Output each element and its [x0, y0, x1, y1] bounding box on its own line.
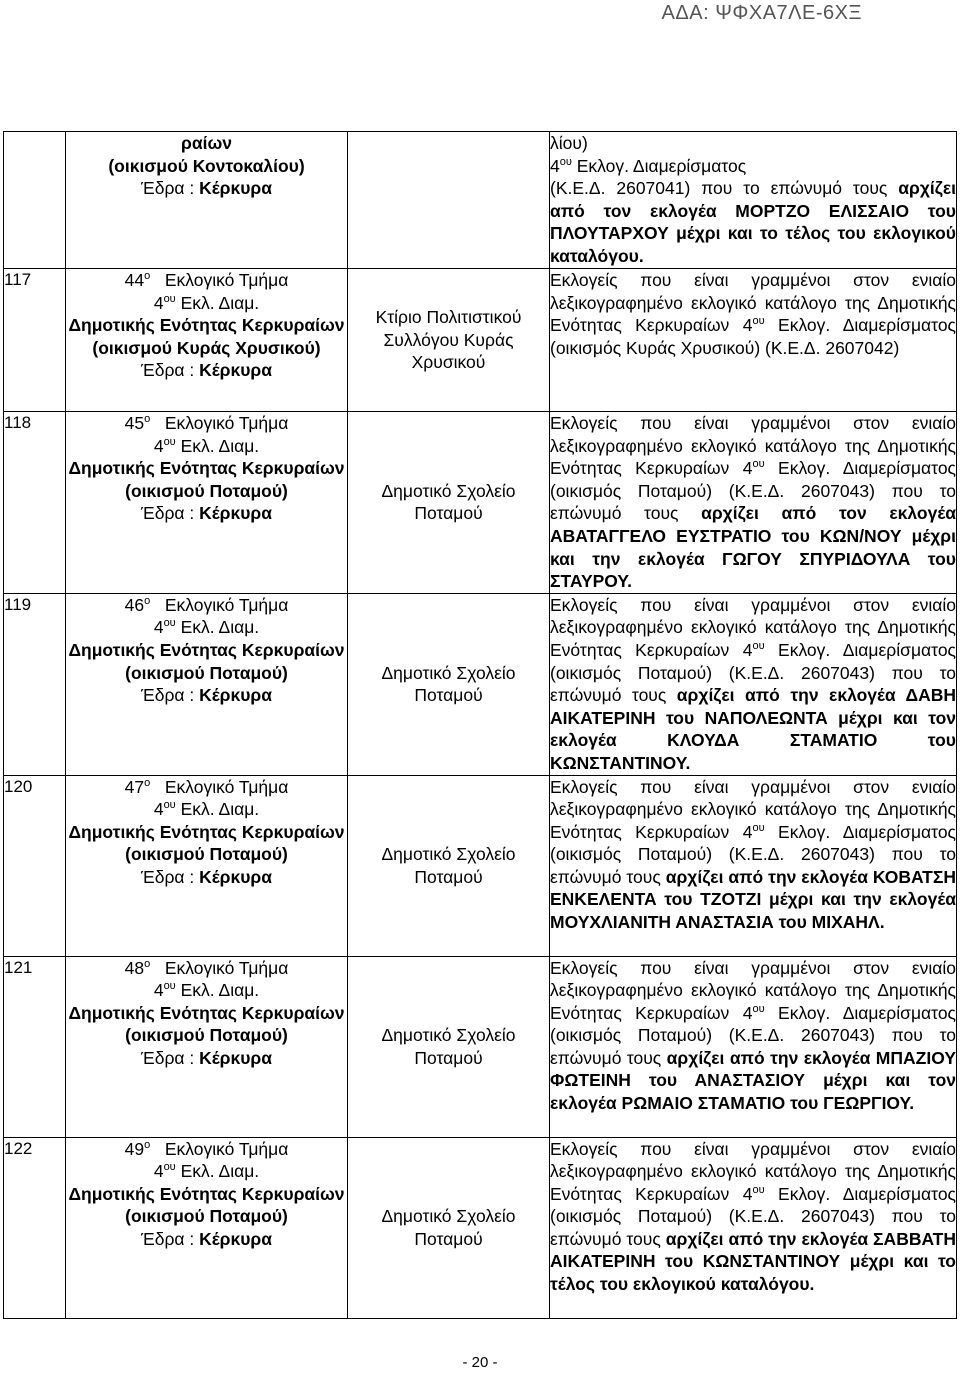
section-sup: ο [144, 776, 151, 789]
district-number: 4 [153, 435, 164, 456]
rule-district-sup: ου [752, 315, 765, 328]
rule-district-sup: ου [752, 639, 765, 652]
ekl-num: 4 [550, 155, 560, 176]
rule-text-2: Εκλογ. Διαμερίσματος (οικισμός Ποταμού) (Κ.Ε.Δ. 2607043) που το επώνυμό τους [550, 1183, 956, 1249]
section-number: 45 [124, 413, 145, 433]
location-name: Δημοτικό Σχολείο Ποταμού [381, 843, 516, 887]
table-row [4, 1137, 957, 1318]
rule-district-sup: ου [752, 1002, 765, 1015]
row-number: 119 [4, 593, 66, 775]
district-line [66, 616, 347, 639]
row-number: 118 [4, 412, 66, 594]
seat-city: Κέρκυρα [199, 1228, 273, 1249]
section-line [66, 412, 347, 435]
district-number: 4 [153, 980, 164, 1001]
section-label: Εκλογικό Τμήμα [164, 413, 289, 433]
unit-name: Δημοτικής Ενότητας Κερκυραίων [68, 1183, 345, 1204]
page-number: - 20 - [462, 1354, 498, 1371]
location-name: Δημοτικό Σχολείο Ποταμού [381, 1024, 516, 1068]
unit-name: Δημοτικής Ενότητας Κερκυραίων [68, 821, 345, 842]
table-row [4, 956, 957, 1137]
settlement-name: (οικισμού Ποταμού) [125, 662, 288, 683]
location-name: Δημοτικό Σχολείο Ποταμού [381, 662, 516, 706]
seat-city: Κέρκυρα [199, 178, 273, 199]
seat-line [66, 1228, 347, 1251]
section-label: Εκλογικό Τμήμα [164, 776, 289, 797]
rule-district-number: 4 [742, 1183, 753, 1204]
rule-line: λίου) [550, 133, 588, 153]
seat-city: Κέρκυρα [199, 1047, 273, 1068]
district-number: 4 [153, 1161, 164, 1182]
seat-city: Κέρκυρα [199, 866, 273, 887]
settlement-name: (οικισμού Ποταμού) [125, 1206, 288, 1227]
section-description [66, 132, 348, 269]
district-label: Εκλ. Διαμ. [180, 980, 260, 1001]
location-cell [348, 593, 550, 775]
section-label: Εκλογικό Τμήμα [164, 1138, 289, 1159]
table-row [4, 593, 957, 775]
rule-text: (Κ.Ε.Δ. 2607041) που το επώνυμό τους [550, 178, 899, 199]
seat-line [66, 1047, 347, 1070]
seat-city: Κέρκυρα [199, 685, 273, 706]
voter-rule-cell [550, 132, 957, 269]
district-line [66, 435, 347, 458]
rule-text: Εκλογείς που είναι γραμμένοι στον ενιαίο λεξικογραφημένο εκλογικό κατάλογο της Δημοτικής Ενότητας Κερκυραίων [550, 1138, 956, 1204]
rule-bold: αρχίζει από τον εκλογέα ΜΟΡΤΖΟ ΕΛΙΣΣΑΙΟ του ΠΛΟΥΤΑΡΧΟΥ μέχρι και το τέλος του εκλογικού καταλόγου. [550, 178, 956, 266]
section-description [66, 593, 348, 775]
voter-rule-cell [550, 412, 957, 594]
rule-text-2: Εκλογ. Διαμερίσματος (οικισμός Ποταμού) (Κ.Ε.Δ. 2607043) που το επώνυμό τους [550, 639, 956, 706]
voter-rule-cell [550, 1137, 957, 1318]
voter-rule-cell [550, 593, 957, 775]
district-line [66, 1160, 347, 1183]
section-description [66, 775, 348, 956]
seat-label: Έδρα : [140, 360, 195, 381]
voter-rule-cell [550, 775, 957, 956]
rule-district-number: 4 [742, 1002, 753, 1023]
section-description [66, 956, 348, 1137]
section-sup: ο [144, 413, 151, 425]
seat-line [66, 177, 347, 200]
unit-name: Δημοτικής Ενότητας Κερκυραίων [68, 1002, 345, 1023]
seat-line [66, 359, 347, 382]
section-sup: ο [144, 270, 151, 282]
ada-code: ΑΔΑ: ΨΦΧΑ7ΛΕ-6ΧΞ [661, 2, 862, 24]
section-label: Εκλογικό Τμήμα [164, 957, 289, 978]
district-label: Εκλ. Διαμ. [180, 292, 260, 313]
polling-stations-table [3, 131, 957, 1319]
section-sup: ο [144, 957, 151, 970]
district-label: Εκλ. Διαμ. [180, 1161, 260, 1182]
table-row-continued [4, 132, 957, 269]
section-line [66, 1138, 347, 1161]
location-name: Δημοτικό Σχολείο Ποταμού [381, 480, 516, 524]
section-description [66, 269, 348, 412]
rule-district-number: 4 [742, 821, 753, 842]
unit-name: Δημοτικής Ενότητας Κερκυραίων [68, 315, 345, 336]
district-sup: ου [163, 292, 176, 305]
seat-label: Έδρα : [140, 685, 195, 706]
unit-name: Δημοτικής Ενότητας Κερκυραίων [68, 639, 345, 660]
seat-city: Κέρκυρα [199, 503, 273, 524]
location-cell [348, 775, 550, 956]
seat-label: Έδρα : [140, 1047, 195, 1068]
rule-bold: αρχίζει από την εκλογέα ΚΟΒΑΤΣΗ ΕΝΚΕΛΕΝΤΑ του ΤΖΟΤΖΙ μέχρι και την εκλογέα ΜΟΥΧΛΙΑΝΙΤΗ ΑΝΑΣΤΑΣΙΑ του ΜΙΧΑΗΛ. [550, 866, 956, 933]
rule-text: Εκλογείς που είναι γραμμένοι στον ενιαίο λεξικογραφημένο εκλογικό κατάλογο της Δημοτικής Ενότητας Κερκυραίων [550, 270, 956, 336]
section-number: 46 [124, 594, 145, 615]
rule-district-sup: ου [752, 458, 765, 471]
district-sup: ου [163, 1161, 176, 1174]
section-number: 44 [124, 270, 145, 290]
rule-text: Εκλογείς που είναι γραμμένοι στον ενιαίο λεξικογραφημένο εκλογικό κατάλογο της Δημοτικής Ενότητας Κερκυραίων [550, 957, 956, 1023]
rule-line [550, 155, 956, 178]
location-cell [348, 1137, 550, 1318]
section-number: 49 [124, 1138, 145, 1159]
settlement-name: (οικισμού Κυράς Χρυσικού) [92, 337, 321, 358]
district-sup: ου [163, 799, 176, 812]
section-description [66, 1137, 348, 1318]
district-sup: ου [163, 980, 176, 993]
section-line [66, 269, 347, 292]
seat-label: Έδρα : [140, 178, 195, 199]
location-name: Δημοτικό Σχολείο Ποταμού [381, 1205, 516, 1249]
district-line [66, 798, 347, 821]
row-number: 117 [4, 269, 66, 412]
location-cell [348, 412, 550, 594]
desc-line: ραίων [181, 133, 232, 153]
district-sup: ου [163, 435, 176, 448]
section-description [66, 412, 348, 594]
seat-label: Έδρα : [140, 1228, 195, 1249]
section-label: Εκλογικό Τμήμα [164, 594, 289, 615]
section-label: Εκλογικό Τμήμα [164, 270, 289, 290]
rule-district-number: 4 [742, 458, 753, 479]
table-row [4, 775, 957, 956]
rule-bold: αρχίζει από την εκλογέα ΣΑΒΒΑΤΗ ΑΙΚΑΤΕΡΙΝΗ του ΚΩΝΣΤΑΝΤΙΝΟΥ μέχρι και το τέλος του εκλογικού καταλόγου. [550, 1228, 956, 1295]
rule-text: Εκλογείς που είναι γραμμένοι στον ενιαίο λεξικογραφημένο εκλογικό κατάλογο της Δημοτικής Ενότητας Κερκυραίων [550, 594, 956, 660]
rule-bold: αρχίζει από την εκλογέα ΜΠΑΖΙΟΥ ΦΩΤΕΙΝΗ του ΑΝΑΣΤΑΣΙΟΥ μέχρι και τον εκλογέα ΡΩΜΑΙΟ ΣΤΑΜΑΤΙΟ του ΓΕΩΡΓΙΟΥ. [550, 1047, 956, 1114]
seat-line [66, 866, 347, 889]
section-sup: ο [144, 1138, 151, 1151]
section-sup: ο [144, 594, 151, 607]
table-row [4, 269, 957, 412]
rule-text-2: Εκλογ. Διαμερίσματος (οικισμός Ποταμού) (Κ.Ε.Δ. 2607043) που το επώνυμό τους [550, 1002, 956, 1068]
rule-district-number: 4 [742, 639, 753, 660]
settlement-name: (οικισμού Ποταμού) [125, 480, 288, 501]
rule-bold: αρχίζει από την εκλογέα ΔΑΒΗ ΑΙΚΑΤΕΡΙΝΗ του ΝΑΠΟΛΕΩΝΤΑ μέχρι και τον εκλογέα ΚΛΟΥΔΑ ΣΤΑΜΑΤΙΟ του ΚΩΝΣΤΑΝΤΙΝΟΥ. [550, 685, 956, 773]
seat-city: Κέρκυρα [199, 360, 273, 381]
row-number: 122 [4, 1137, 66, 1318]
rule-district-sup: ου [752, 821, 765, 834]
row-number-cell [4, 132, 66, 269]
district-label: Εκλ. Διαμ. [180, 435, 260, 456]
district-line [66, 979, 347, 1002]
rule-text-2: Εκλογ. Διαμερίσματος (οικισμός Ποταμού) (Κ.Ε.Δ. 2607043) που το επώνυμό τους [550, 821, 956, 887]
rule-text-2: Εκλογ. Διαμερίσματος (οικισμός Ποταμού) (Κ.Ε.Δ. 2607043) που το επώνυμό τους [550, 458, 956, 524]
rule-text: Εκλογείς που είναι γραμμένοι στον ενιαίο λεξικογραφημένο εκλογικό κατάλογο της Δημοτικής Ενότητας Κερκυραίων [550, 413, 956, 479]
rule-bold: αρχίζει από τον εκλογέα ΑΒΑΤΑΓΓΕΛΟ ΕΥΣΤΡΑΤΙΟ του ΚΩΝ/ΝΟΥ μέχρι και την εκλογέα ΓΩΓΟΥ ΣΠΥΡΙΔΟΥΛΑ του ΣΤΑΥΡΟΥ. [550, 503, 956, 592]
section-number: 48 [124, 957, 145, 978]
location-cell [348, 956, 550, 1137]
seat-label: Έδρα : [140, 503, 195, 524]
seat-line [66, 684, 347, 707]
table-row [4, 412, 957, 594]
location-name: Κτίριο Πολιτιστικού Συλλόγου Κυράς Χρυσικού [375, 307, 522, 373]
rule-district-sup: ου [752, 1183, 765, 1196]
desc-line: (οικισμού Κοντοκαλίου) [108, 155, 305, 176]
voter-rule-cell [550, 956, 957, 1137]
rule-text: Εκλογείς που είναι γραμμένοι στον ενιαίο λεξικογραφημένο εκλογικό κατάλογο της Δημοτικής Ενότητας Κερκυραίων [550, 776, 956, 842]
district-number: 4 [153, 617, 164, 638]
settlement-name: (οικισμού Ποταμού) [125, 844, 288, 865]
row-number: 121 [4, 956, 66, 1137]
ekl-text: Εκλογ. Διαμερίσματος [571, 155, 747, 176]
section-line [66, 594, 347, 617]
section-number: 47 [124, 776, 145, 797]
ekl-sup: ου [559, 155, 572, 168]
voter-rule-cell [550, 269, 957, 412]
district-label: Εκλ. Διαμ. [180, 617, 260, 638]
seat-line [66, 502, 347, 525]
row-number: 120 [4, 775, 66, 956]
district-number: 4 [153, 799, 164, 820]
location-cell [348, 132, 550, 269]
rule-district-number: 4 [742, 315, 753, 336]
table-body [4, 269, 957, 1319]
district-label: Εκλ. Διαμ. [180, 799, 260, 820]
district-line [66, 292, 347, 315]
settlement-name: (οικισμού Ποταμού) [125, 1025, 288, 1046]
district-number: 4 [153, 292, 164, 313]
seat-label: Έδρα : [140, 866, 195, 887]
location-cell [348, 269, 550, 412]
rule-text-2: Εκλογ. Διαμερίσματος (οικισμός Κυράς Χρυσικού) (Κ.Ε.Δ. 2607042) [550, 315, 956, 358]
section-line [66, 957, 347, 980]
district-sup: ου [163, 617, 176, 630]
section-line [66, 776, 347, 799]
unit-name: Δημοτικής Ενότητας Κερκυραίων [68, 458, 345, 479]
